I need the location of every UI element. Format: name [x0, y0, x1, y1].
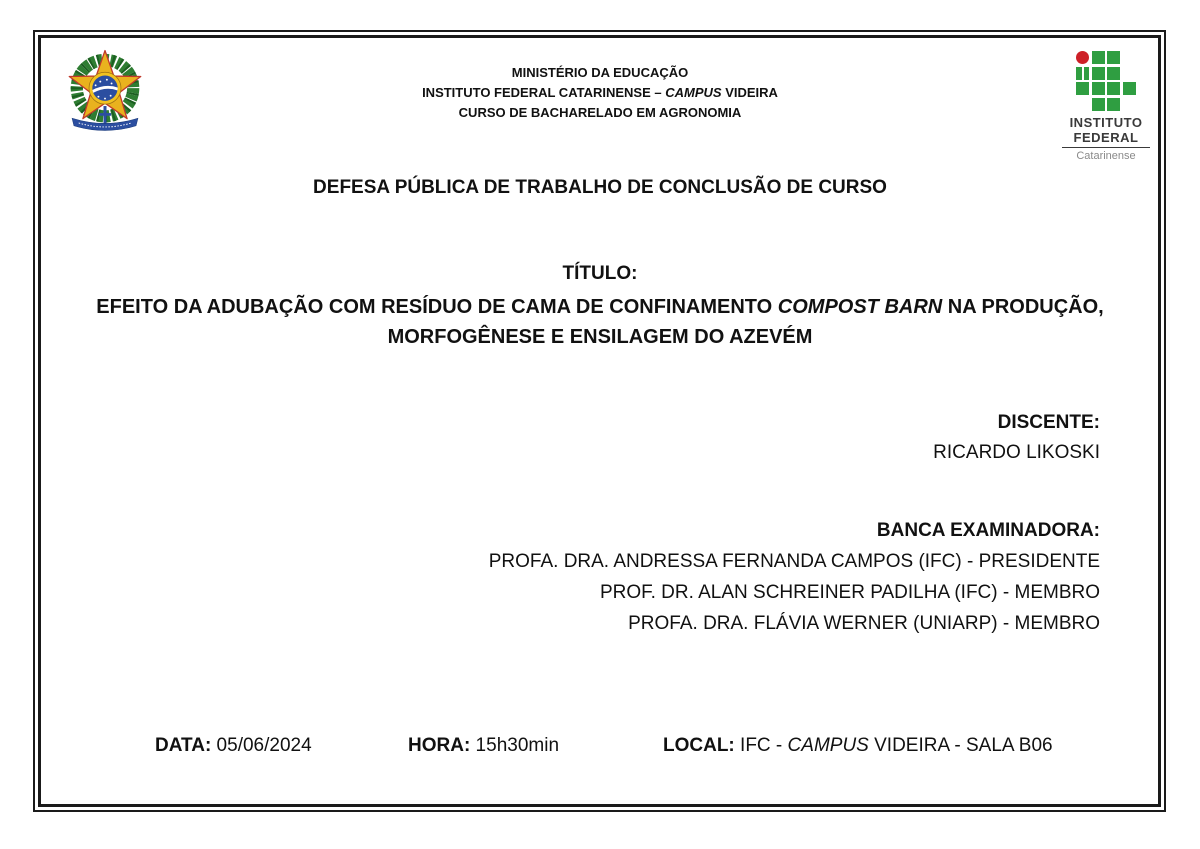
event-heading: DEFESA PÚBLICA DE TRABALHO DE CONCLUSÃO DE CURSO	[313, 177, 887, 198]
thesis-title	[60, 292, 1140, 352]
institution-header	[0, 63, 1200, 123]
institute-line: INSTITUTO FEDERAL CATARINENSE – CAMPUS VIDEIRA	[422, 85, 778, 100]
board-label: BANCA EXAMINADORA:	[876, 520, 1100, 541]
thesis-title-line2: MORFOGÊNESE E ENSILAGEM DO AZEVÉM	[387, 326, 813, 348]
if-red-dot	[1076, 51, 1089, 64]
location-label: LOCAL:	[663, 735, 735, 756]
date-field	[155, 735, 312, 757]
if-logo-rule	[1062, 147, 1150, 148]
time-value: 15h30min	[470, 735, 560, 756]
course-line: CURSO DE BACHARELADO EM AGRONOMIA	[458, 105, 742, 120]
examining-board-section	[489, 515, 1100, 639]
if-logo-text: INSTITUTO FEDERAL	[1069, 114, 1143, 145]
time-label: HORA:	[408, 735, 471, 756]
student-name: RICARDO LIKOSKI	[933, 442, 1100, 463]
student-section	[933, 408, 1100, 468]
date-value: 05/06/2024	[211, 735, 312, 756]
instituto-federal-logo	[1051, 51, 1161, 162]
location-field	[663, 735, 1053, 757]
location-value-pre: IFC -	[734, 735, 788, 756]
title-label: TÍTULO:	[562, 263, 638, 284]
thesis-title-line1: EFEITO DA ADUBAÇÃO COM RESÍDUO DE CAMA DE CONFINAMENTO COMPOST BARN NA PRODUÇÃO,	[96, 296, 1104, 318]
if-logo-state: Catarinense	[1076, 149, 1136, 162]
student-label: DISCENTE:	[997, 412, 1100, 433]
time-field	[408, 735, 559, 757]
board-member: PROFA. DRA. ANDRESSA FERNANDA CAMPOS (IFC) - PRESIDENTE	[488, 551, 1100, 572]
ministry-line: MINISTÉRIO DA EDUCAÇÃO	[511, 65, 689, 80]
if-squares-icon	[1076, 51, 1136, 111]
location-value-campus: CAMPUS	[787, 735, 869, 756]
date-label: DATA:	[155, 735, 212, 756]
board-member: PROFA. DRA. FLÁVIA WERNER (UNIARP) - MEMBRO	[628, 613, 1100, 634]
board-member: PROF. DR. ALAN SCHREINER PADILHA (IFC) - MEMBRO	[599, 582, 1100, 603]
location-value-post: VIDEIRA - SALA B06	[868, 735, 1053, 756]
